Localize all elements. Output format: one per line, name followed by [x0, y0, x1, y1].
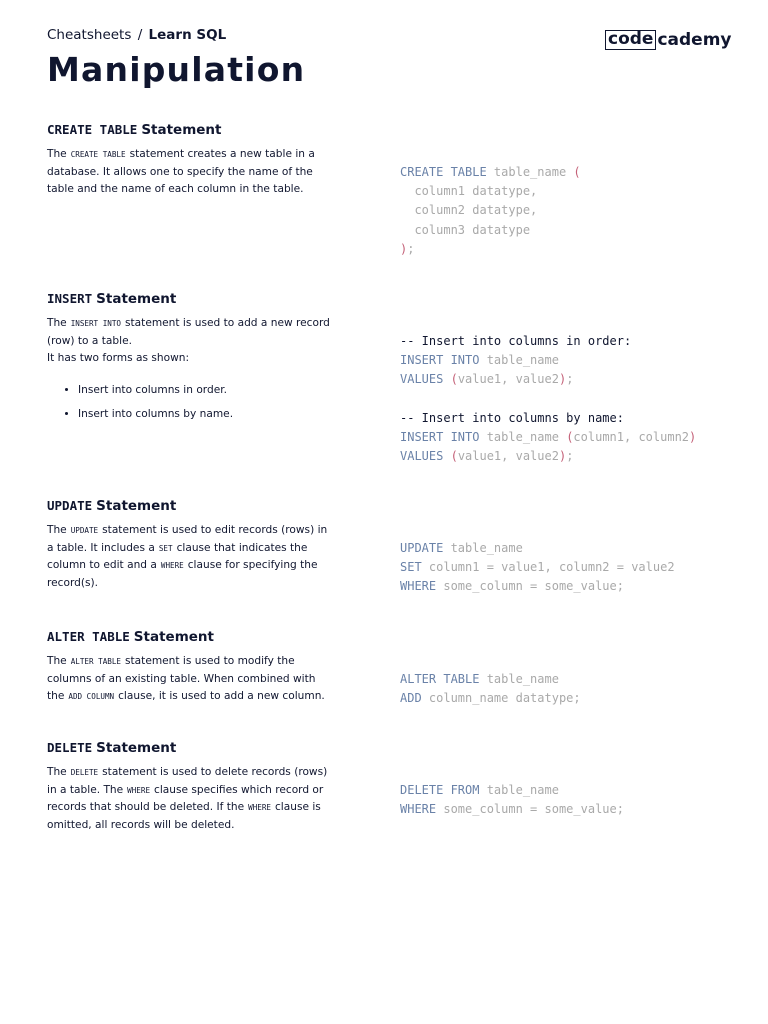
section-title-text: Statement [96, 498, 177, 514]
code-punct: ( [450, 372, 458, 387]
section-title [47, 120, 727, 140]
inline-code: DELETE [70, 768, 99, 777]
code-keyword: WHERE [400, 579, 437, 594]
section-delete [47, 738, 727, 831]
section-create-table [47, 120, 727, 256]
codecademy-logo[interactable] [605, 30, 732, 50]
code-example [400, 163, 581, 259]
desc-text: The [47, 524, 67, 536]
code-text: table_name [479, 353, 559, 368]
section-title [47, 289, 727, 309]
list-item: • Insert into columns by name. [78, 406, 332, 424]
code-text: ; [566, 372, 574, 387]
inline-code: WHERE [127, 785, 151, 795]
section-update [47, 496, 727, 594]
code-keyword: INSERT INTO [400, 430, 480, 445]
desc-text: statement creates a new table in a database. It allows one to specify the name of the table and the name of each column in the table. [47, 148, 315, 195]
code-keyword: SET [400, 560, 422, 575]
section-title-text: Statement [96, 740, 177, 756]
list-item: • Insert into columns in order. [78, 382, 332, 400]
section-alter-table [47, 627, 727, 706]
section-title-keyword: INSERT [47, 291, 93, 306]
breadcrumb-current[interactable]: Learn SQL [148, 27, 227, 43]
code-text: table_name [479, 672, 559, 686]
code-text: column3 datatype [400, 222, 531, 237]
desc-text: clause for specifying the record(s). [47, 559, 318, 589]
section-title-text: Statement [141, 122, 222, 138]
code-text: value1, value2 [457, 449, 559, 464]
section-title-keyword: UPDATE [47, 498, 93, 513]
section-description [47, 653, 332, 706]
inline-code: UPDATE [70, 526, 99, 535]
code-keyword: ALTER TABLE [400, 672, 480, 686]
desc-text: The [47, 655, 67, 667]
section-title-keyword: ALTER TABLE [47, 629, 130, 644]
desc-text: statement is used to add a new record (row) to a table. [47, 317, 330, 347]
code-text: ; [407, 241, 415, 256]
section-description [47, 764, 332, 834]
code-punct: ( [566, 430, 574, 445]
code-keyword: INSERT INTO [400, 353, 480, 368]
code-text: some_column = some_value; [436, 802, 624, 817]
code-punct: ) [558, 372, 567, 387]
desc-text: The [47, 766, 67, 778]
code-text: column1 = value1, column2 = value2 [421, 560, 675, 575]
desc-text: statement is used to edit records (rows) in a table. It includes a [47, 524, 328, 554]
code-punct: ) [689, 430, 697, 445]
section-title [47, 627, 727, 647]
section-title-keyword: DELETE [47, 740, 93, 755]
page-header [47, 26, 305, 90]
desc-text: clause is omitted, all records will be deleted. [47, 801, 321, 831]
desc-text: The [47, 148, 67, 160]
section-title [47, 496, 727, 516]
section-insert [47, 289, 727, 464]
code-keyword: VALUES [400, 372, 451, 387]
code-keyword: ADD [400, 691, 422, 706]
code-text: ; [566, 449, 574, 464]
code-example [400, 539, 675, 597]
bullet-list [47, 382, 332, 424]
code-punct: ) [558, 449, 567, 464]
inline-code: ADD COLUMN [68, 692, 115, 701]
desc-text: clause that indicates the column to edit and a [47, 541, 308, 571]
desc-text: statement is used to delete records (rows) in a table. The [47, 766, 328, 796]
code-text: table_name [486, 165, 574, 179]
breadcrumb-separator: / [137, 27, 143, 43]
code-keyword: WHERE [400, 802, 437, 817]
section-title-text: Statement [96, 291, 177, 307]
desc-text: clause specifies which record or records that should be deleted. If the [47, 783, 324, 813]
section-title [47, 738, 727, 758]
code-text: value1, value2 [457, 372, 559, 387]
code-text: some_column = some_value; [436, 579, 624, 594]
code-text: table_name [479, 783, 559, 797]
desc-text: The [47, 317, 67, 329]
desc-text: It has two forms as shown: [47, 352, 190, 364]
code-example [400, 781, 624, 819]
inline-code: SET [158, 543, 173, 553]
code-comment: -- Insert into columns in order: [400, 334, 632, 348]
code-punct: ) [400, 241, 408, 256]
code-keyword: DELETE FROM [400, 783, 480, 797]
section-description [47, 146, 332, 199]
code-punct: ( [573, 165, 581, 179]
code-text: table_name [479, 430, 567, 445]
code-comment: -- Insert into columns by name: [400, 410, 624, 425]
desc-text: clause, it is used to add a new column. [118, 690, 325, 702]
logo-cademy-text: cademy [657, 30, 732, 50]
code-keyword: CREATE TABLE [400, 165, 487, 179]
inline-code: CREATE TABLE [70, 150, 126, 159]
inline-code: WHERE [248, 803, 271, 812]
breadcrumb-cheatsheets-link[interactable]: Cheatsheets [47, 27, 132, 43]
page-title: Manipulation [47, 50, 306, 89]
inline-code: WHERE [160, 561, 184, 570]
code-keyword: UPDATE [400, 541, 444, 555]
code-text: column_name datatype; [421, 691, 581, 706]
logo-code-box: code [605, 30, 656, 50]
inline-code: INSERT INTO [70, 319, 121, 328]
code-text: table_name [443, 541, 523, 555]
inline-code: ALTER TABLE [70, 657, 121, 666]
code-example [400, 670, 581, 708]
desc-text: statement is used to modify the columns of an existing table. When combined with the [47, 655, 316, 702]
section-description [47, 522, 332, 592]
code-text: column1 datatype, [400, 184, 538, 199]
section-description [47, 315, 332, 431]
code-punct: ( [450, 449, 458, 464]
code-keyword: VALUES [400, 449, 451, 464]
code-text: column1, column2 [573, 430, 690, 445]
section-title-text: Statement [133, 629, 214, 645]
code-example [400, 332, 696, 466]
section-title-keyword: CREATE TABLE [47, 122, 138, 137]
breadcrumb [47, 26, 305, 44]
code-text: column2 datatype, [400, 203, 538, 218]
